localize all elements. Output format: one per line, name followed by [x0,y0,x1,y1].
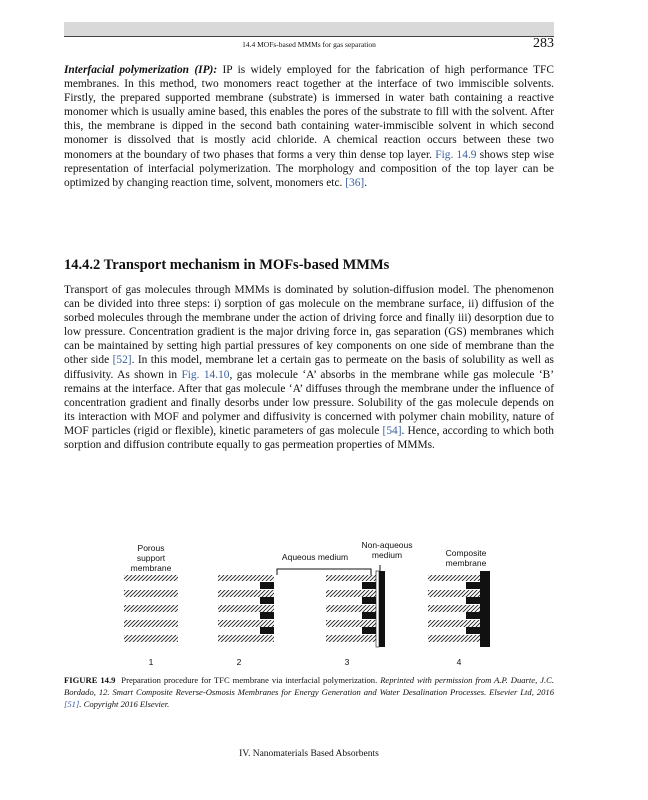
step-3-non-aqueous-bath [326,571,385,647]
section-heading: 14.4.2 Transport mechanism in MOFs-based MMMs [64,257,390,273]
label-composite-membrane: Composite membrane [445,548,487,568]
aqueous-medium-pointer [277,569,371,575]
figure-reference-link[interactable]: Fig. 14.9 [435,148,477,161]
step-2-aqueous-bath [218,575,274,642]
paragraph-text: . In this model, membrane let a certain gas to permeate on the basis of solubility as well as diffusivity. As shown in [64,354,554,381]
step-number-2: 2 [236,657,242,667]
paragraph-text: . [364,176,368,189]
figure-caption [64,674,554,710]
paragraph-lead: Interfacial polymerization (IP): [64,64,218,76]
label-porous-support: Porous support membrane [130,543,172,573]
header-band [64,22,554,36]
paragraph-transport-mechanism [64,283,554,452]
citation-link[interactable]: [54] [382,424,402,437]
caption-credit: . Copyright 2016 Elsevier. [79,699,170,709]
paragraph-text: Transport of gas molecules through MMMs is dominated by solution-diffusion model. The phenomenon can be divided into three steps: i) sorption of gas molecule on the membrane surface, ii) diffusion of the sorbed molecules through the membrane under the action of driving force and finally iii) desorption due to low pressure. Concentration gradient is the major driving force in, gas separation (GS) membranes which can be maintained by setting high partial pressures of key components on one side of membrane than the other side [64,284,554,367]
step-4-composite-membrane [428,571,490,647]
caption-credit: Reprinted with permission from A.P. Duarte, J.C. Bordado, 12. Smart Composite Reverse-Osmosis Membranes for Energy Generation and Water Desalination Processes. Elsevier Ltd, 2016 [64,675,555,697]
page-footer: IV. Nanomaterials Based Absorbents [239,749,379,759]
paragraph-interfacial-polymerization [64,63,554,190]
citation-link[interactable]: [36] [345,176,365,189]
paragraph-text: , gas molecule ‘A’ absorbs in the membrane while gas molecule ‘B’ remains at the interface. After that gas molecule ‘A’ diffuses through the membrane under the influence of concentration gradient and finally desorbs under low pressure. Solubility of the gas molecule depends on its interaction with MOF and polymer and diffusivity is concerned with polymer chain mobility, nature of MOF particles (rigid or flexible), kinetic parameters of gas molecule [64,368,554,437]
citation-link[interactable]: [52] [112,354,132,367]
paragraph-text: shows step wise representation of interfacial polymerization. The morphology and composition of the top layer can be optimized by changing reaction time, solvent, monomers etc. [64,148,554,189]
figure-reference-link[interactable]: Fig. 14.10 [181,368,230,381]
running-head: 14.4 MOFs-based MMMs for gas separation [242,40,376,49]
caption-text: Preparation procedure for TFC membrane via interfacial polymerization. [121,675,378,685]
citation-link[interactable]: [51] [64,699,80,709]
paragraph-text: . Hence, according to which both sorption and diffusion contribute equally to gas permeation properties of MMMs. [64,424,554,452]
caption-label: FIGURE 14.9 [64,675,116,685]
page-number: 283 [533,36,554,51]
paragraph-text: IP is widely employed for the fabrication of high performance TFC membranes. In this method, two monomers react together at the interface of two immiscible solvents. Firstly, the prepared supported membrane (substrate) is immersed in water bath containing a reactive monomer which is usually amine based, this enables the pores of the substrate to fill with the solvent. After this, the membrane is dipped in the second bath containing water-immiscible solvent in which second monomer is dissolved that is mostly acid chloride. A chemical reaction occurs between these two monomers at the boundary of two phases that forms a very thin dense top layer. [64,64,554,161]
step-number-1: 1 [148,657,154,667]
header-rule [64,36,554,37]
step-1-porous-support [124,575,178,642]
label-non-aqueous-medium: Non-aqueous medium [361,540,413,560]
step-number-3: 3 [344,657,350,667]
step-number-4: 4 [456,657,462,667]
figure-14-9 [64,535,554,670]
label-aqueous-medium: Aqueous medium [281,552,349,562]
